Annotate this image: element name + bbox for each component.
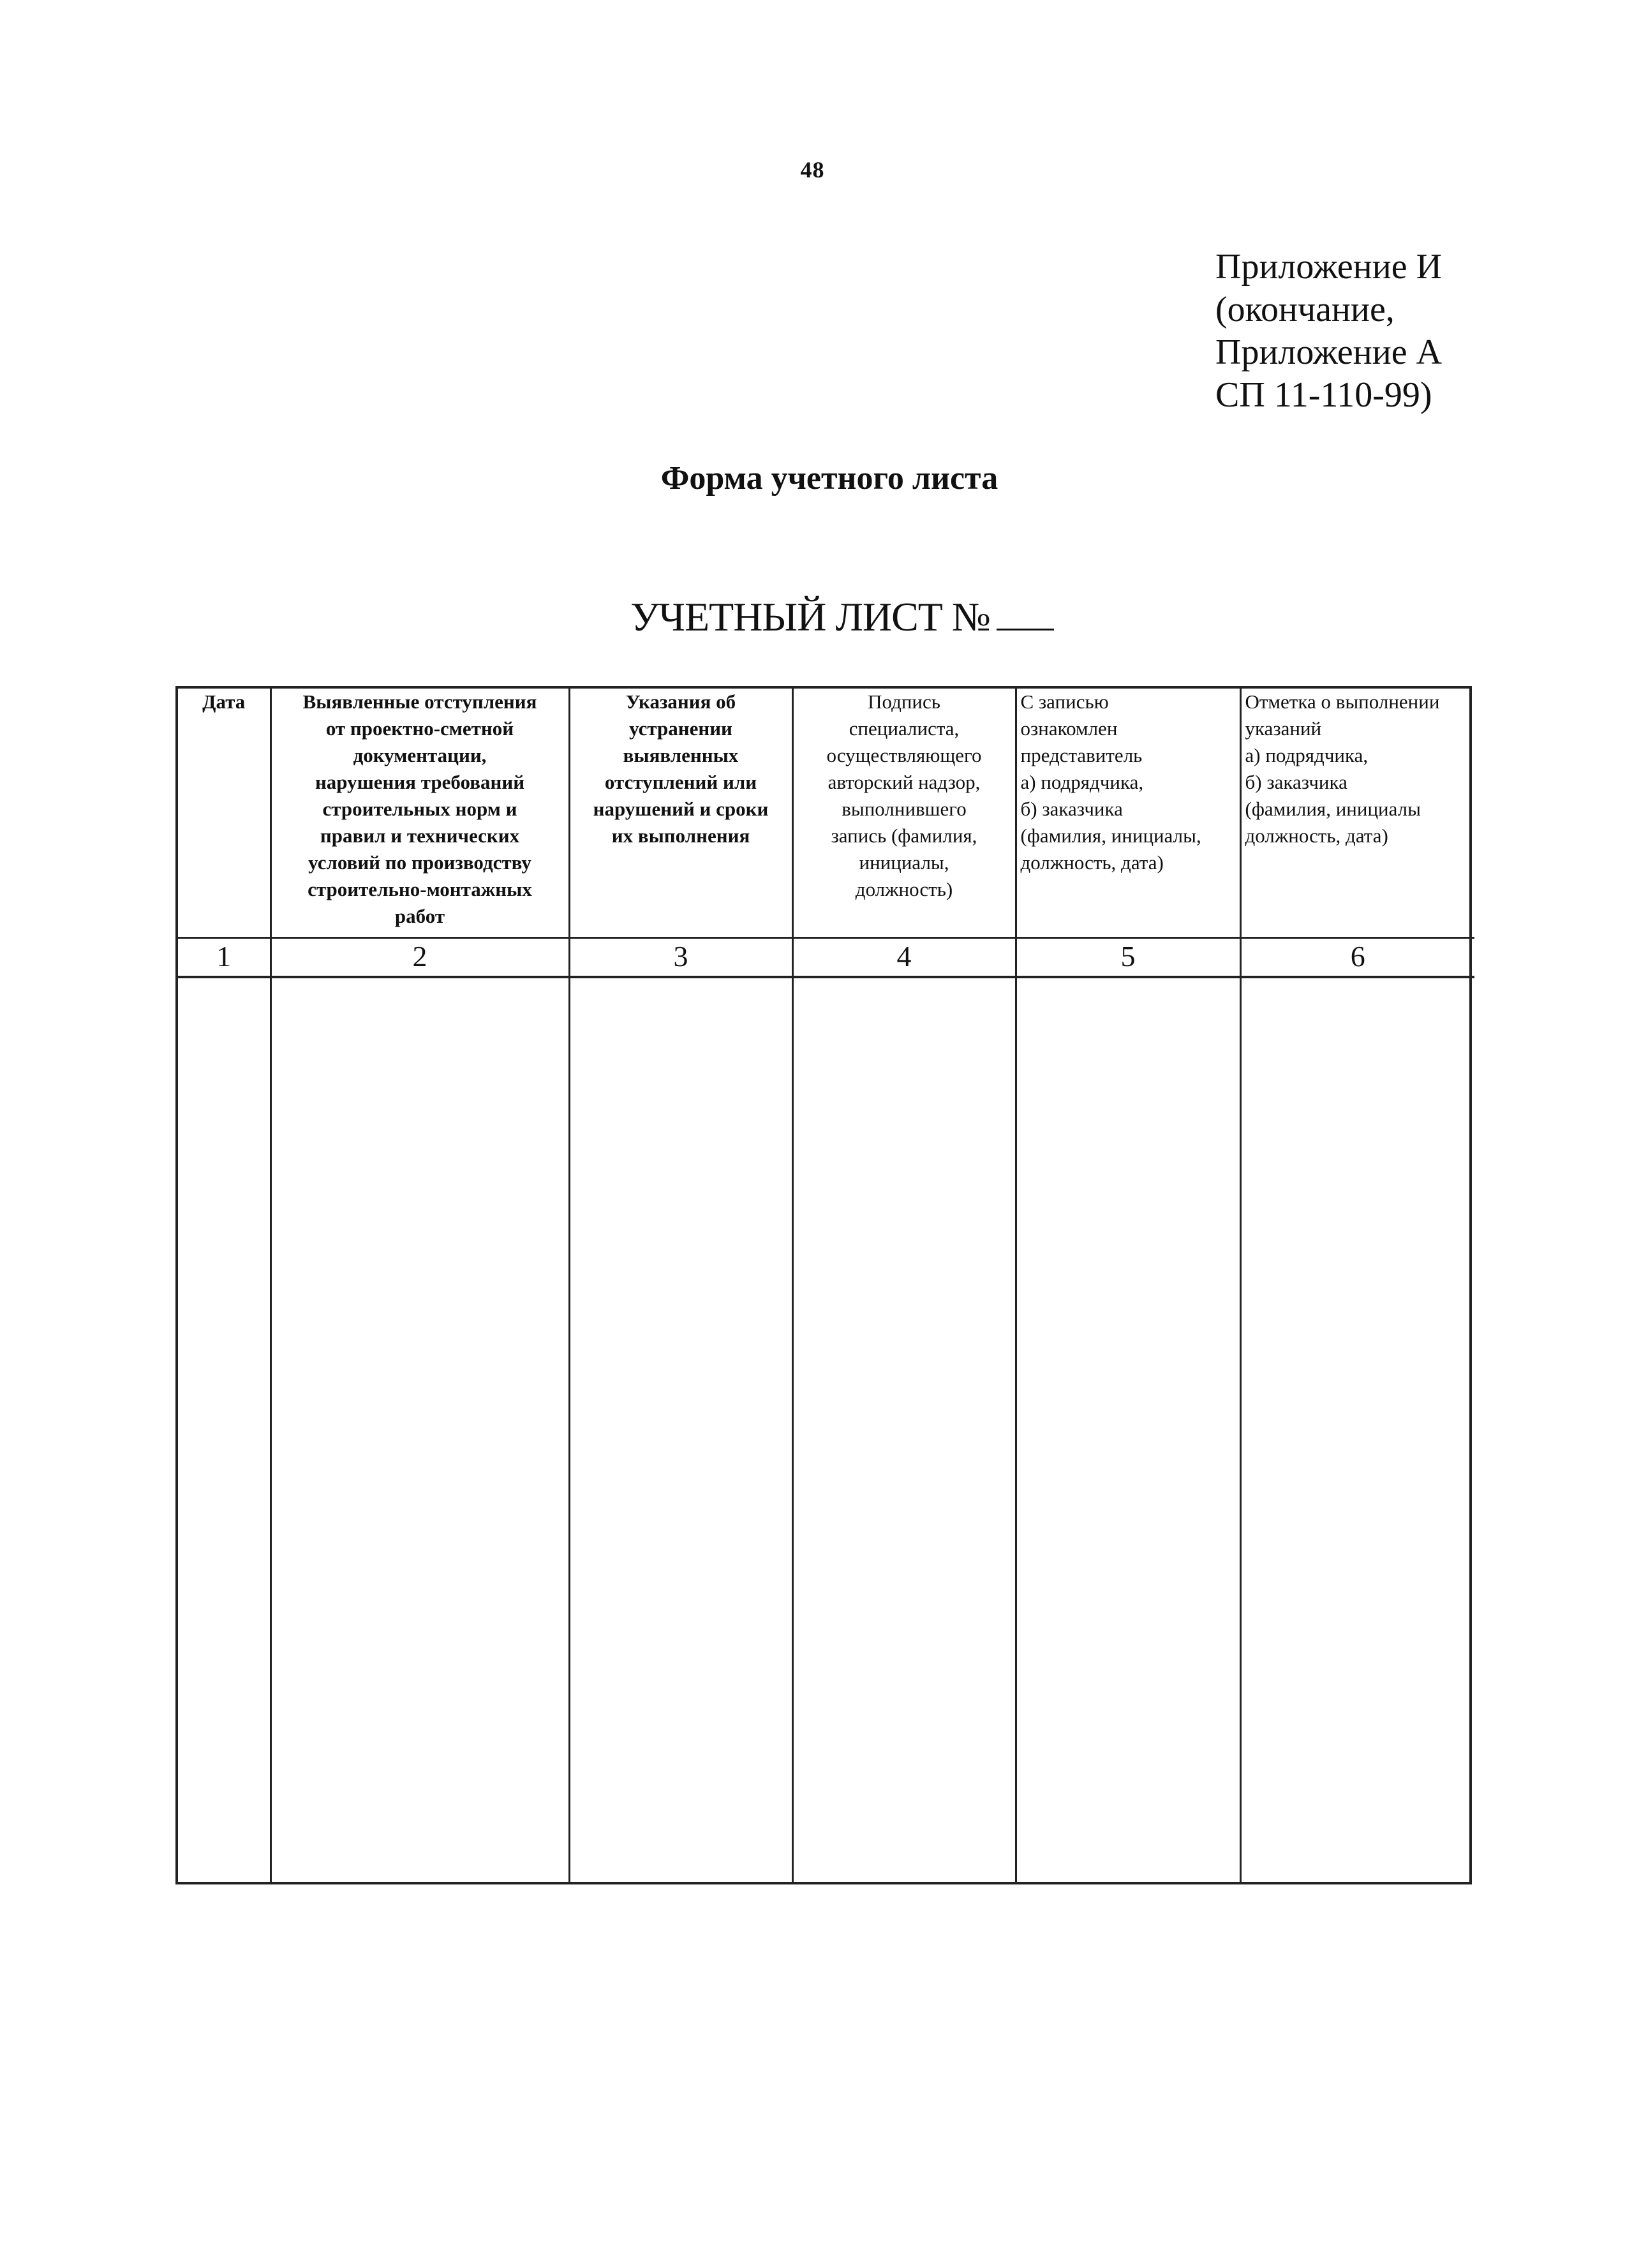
header-completion-mark — [1240, 689, 1474, 937]
header-line: строительно-монтажных — [308, 878, 532, 900]
header-line: (фамилия, инициалы, — [1020, 824, 1201, 847]
form-title: Форма учетного листа — [660, 460, 998, 496]
entry-cell-deviations[interactable] — [271, 977, 569, 1883]
appendix-reference — [1215, 246, 1442, 417]
header-line: должность, дата) — [1245, 824, 1388, 847]
header-deviations — [271, 689, 569, 937]
header-line: документации, — [353, 744, 487, 766]
column-number-3: 3 — [569, 937, 792, 977]
column-number-6: 6 — [1240, 937, 1474, 977]
header-line: а) подрядчика, — [1245, 744, 1369, 766]
log-table — [178, 689, 1474, 1882]
entry-cell-date[interactable] — [178, 977, 271, 1883]
column-number-1: 1 — [178, 937, 271, 977]
header-instructions — [569, 689, 792, 937]
appendix-line-2: (окончание, — [1215, 290, 1395, 329]
header-line: устранении — [629, 717, 732, 740]
header-line: Выявленные отступления — [302, 690, 537, 713]
appendix-line-1: Приложение И — [1215, 247, 1443, 287]
page-number: 48 — [800, 157, 825, 183]
entry-cell-signature[interactable] — [792, 977, 1016, 1883]
header-line: инициалы, — [859, 851, 949, 874]
entry-cell-instructions[interactable] — [569, 977, 792, 1883]
header-line: условий по производству — [308, 851, 531, 874]
header-line: должность) — [855, 878, 953, 900]
entry-area-row — [178, 977, 1474, 1883]
sheet-title-text: УЧЕТНЫЙ ЛИСТ № — [630, 594, 990, 639]
header-date — [178, 689, 271, 937]
header-line: должность, дата) — [1020, 851, 1164, 874]
column-number-row — [178, 937, 1474, 977]
header-line: указаний — [1245, 717, 1322, 740]
header-line: специалиста, — [849, 717, 960, 740]
header-line: представитель — [1020, 744, 1143, 766]
header-line: авторский надзор, — [827, 771, 981, 793]
appendix-line-4: СП 11-110-99) — [1215, 375, 1432, 415]
column-number-4: 4 — [792, 937, 1016, 977]
header-line: выполнившего — [842, 798, 967, 820]
header-line: Дата — [202, 690, 246, 713]
header-line: их выполнения — [611, 824, 750, 847]
column-number-5: 5 — [1016, 937, 1240, 977]
header-line: б) заказчика — [1020, 798, 1123, 820]
log-table-frame — [175, 686, 1472, 1884]
sheet-title — [0, 593, 1625, 641]
header-line: (фамилия, инициалы — [1245, 798, 1421, 820]
header-line: Указания об — [625, 690, 736, 713]
header-line: С записью — [1020, 690, 1109, 713]
header-line: работ — [394, 905, 445, 927]
header-line: нарушений и сроки — [593, 798, 769, 820]
header-line: осуществляющего — [826, 744, 982, 766]
header-line: запись (фамилия, — [831, 824, 977, 847]
header-line: Отметка о выполнении — [1245, 690, 1440, 713]
column-number-2: 2 — [271, 937, 569, 977]
header-line: а) подрядчика, — [1020, 771, 1144, 793]
header-line: от проектно-сметной — [325, 717, 514, 740]
header-line: ознакомлен — [1020, 717, 1118, 740]
header-line: правил и технических — [320, 824, 520, 847]
header-line: отступлений или — [604, 771, 757, 793]
sheet-number-blank — [997, 597, 1054, 630]
entry-cell-completion-mark[interactable] — [1240, 977, 1474, 1883]
appendix-line-3: Приложение А — [1215, 332, 1443, 372]
header-line: выявленных — [623, 744, 739, 766]
header-line: строительных норм и — [322, 798, 517, 820]
header-line: Подпись — [868, 690, 940, 713]
header-line: б) заказчика — [1245, 771, 1347, 793]
header-acknowledged — [1016, 689, 1240, 937]
header-line: нарушения требований — [315, 771, 525, 793]
header-row — [178, 689, 1474, 937]
header-signature — [792, 689, 1016, 937]
entry-cell-acknowledged[interactable] — [1016, 977, 1240, 1883]
